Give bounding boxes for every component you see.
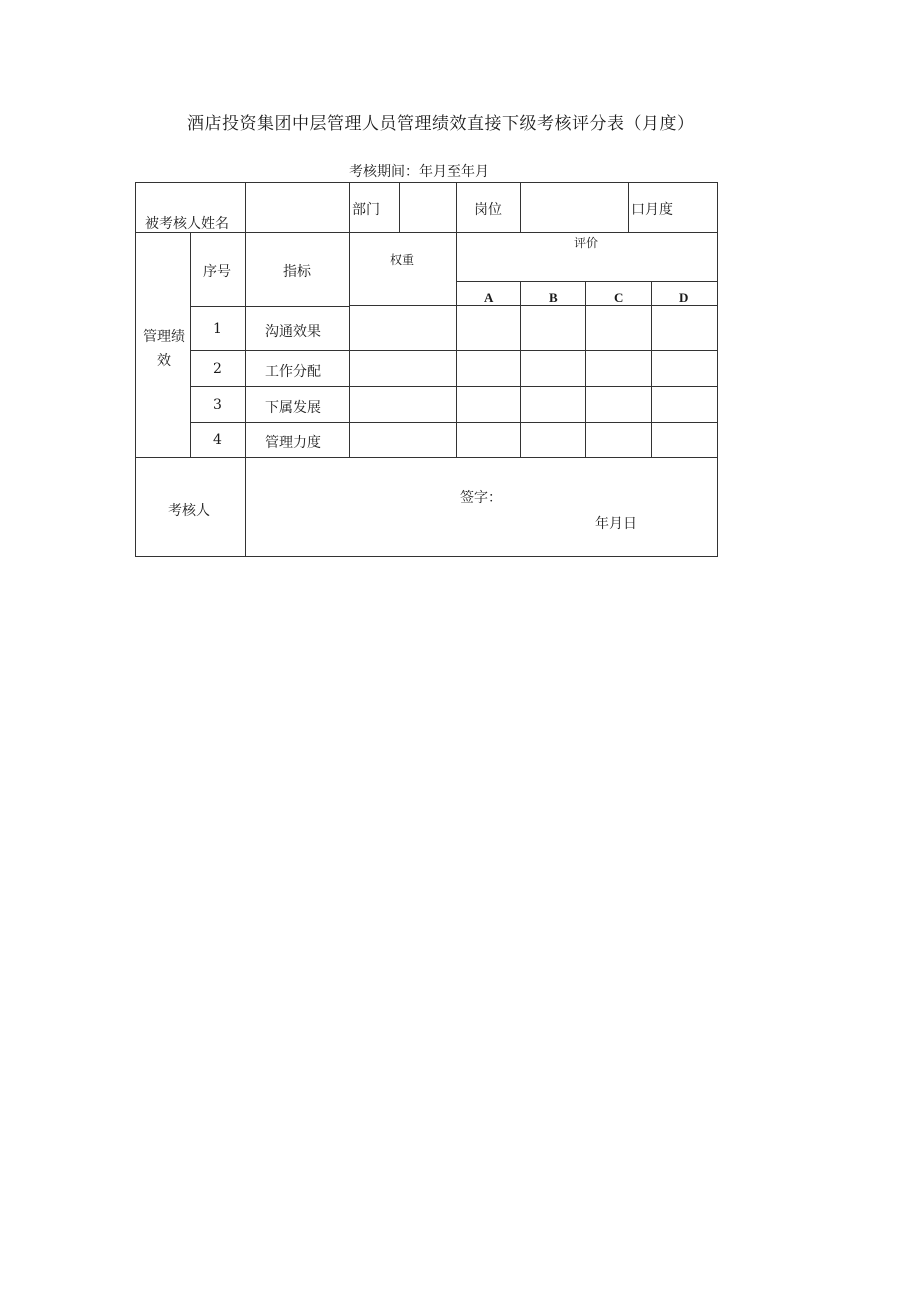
table-border-right [717, 182, 718, 557]
position-label: 岗位 [474, 202, 502, 218]
signature-label: 签字： [460, 490, 502, 506]
table-line [190, 306, 350, 307]
table-line [520, 182, 521, 233]
table-line [628, 182, 629, 233]
seq-header: 序号 [203, 264, 231, 280]
row-indicator: 下属发展 [265, 400, 321, 416]
grade-a-header: A [484, 290, 494, 305]
row-seq: 1 [213, 321, 222, 337]
table-border-left [135, 182, 136, 557]
row-seq: 2 [213, 361, 222, 377]
evaluation-header: 评价 [574, 236, 599, 250]
row-seq: 3 [213, 397, 222, 413]
table-line [349, 182, 350, 233]
table-line [520, 281, 521, 458]
indicator-header: 指标 [283, 264, 311, 280]
table-line [457, 281, 718, 282]
name-label: 被考核人姓名 [145, 216, 229, 232]
table-line [349, 232, 350, 458]
table-line [190, 422, 718, 423]
table-line [399, 182, 400, 233]
row-indicator: 管理力度 [265, 435, 321, 451]
section-label: 管理绩效 [143, 329, 185, 369]
grade-b-header: B [549, 290, 558, 305]
table-border-top [135, 182, 718, 183]
table-line [456, 182, 457, 233]
table-line [190, 232, 191, 458]
assessor-label: 考核人 [168, 503, 210, 519]
weight-header: 权重 [390, 253, 415, 267]
table-line [190, 386, 718, 387]
table-line [651, 281, 652, 458]
table-border-bottom [135, 556, 718, 557]
department-label: 部门 [352, 202, 380, 218]
document-title: 酒店投资集团中层管理人员管理绩效直接下级考核评分表（月度） [187, 114, 695, 134]
grade-d-header: D [679, 290, 689, 305]
table-line [585, 281, 586, 458]
date-label: 年月日 [595, 516, 637, 532]
assessment-period: 考核期间：年月至年月 [349, 164, 489, 180]
table-line [245, 182, 246, 233]
table-line [456, 232, 457, 458]
period-type-checkbox: 口月度 [631, 202, 673, 218]
row-indicator: 沟通效果 [265, 324, 321, 340]
table-line [135, 457, 718, 458]
grade-c-header: C [614, 290, 624, 305]
table-line [190, 350, 718, 351]
table-line [350, 305, 718, 306]
row-indicator: 工作分配 [265, 364, 321, 380]
table-line [245, 232, 246, 557]
row-seq: 4 [213, 432, 222, 448]
